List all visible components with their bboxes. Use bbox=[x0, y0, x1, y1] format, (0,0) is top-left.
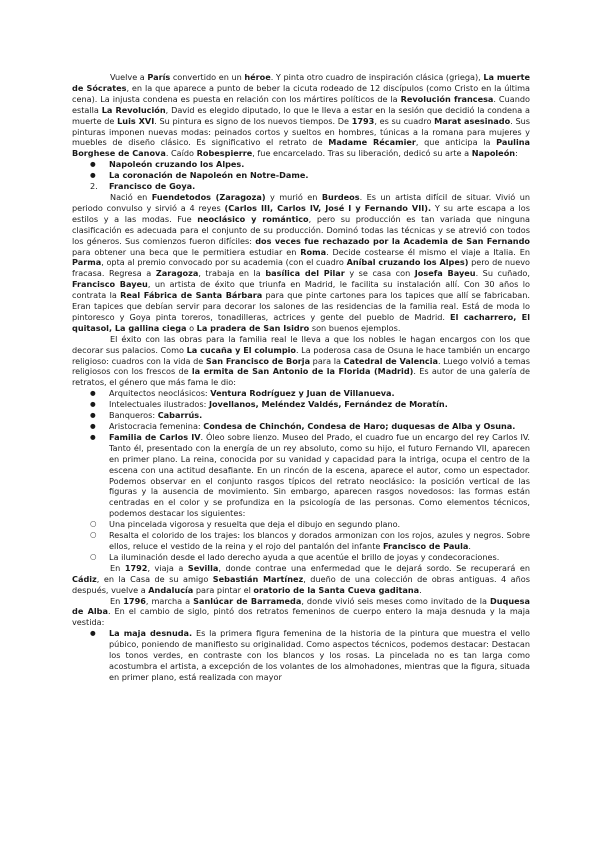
text-run: , que anticipa la bbox=[415, 137, 497, 148]
text-run: convertido en un bbox=[170, 72, 245, 82]
text-run: Nació en bbox=[110, 191, 152, 202]
text-run: . Cuando estalla bbox=[72, 93, 530, 115]
bold-run: Sebastián Martínez bbox=[212, 573, 304, 584]
section-number: 2. bbox=[90, 181, 98, 192]
text-run: Resalta el colorido de los trajes: los blancos y dorados armonizan con los rojos, azules y negros. Sobre ellos, reluce el vestido de la reina y el rojo del pantalón del infante bbox=[109, 530, 530, 551]
text-run: . Su pintura es signo de los nuevos tiempos. De bbox=[154, 115, 352, 126]
bold-run: Madame Récamier bbox=[328, 137, 416, 148]
bold-run: La Revolución bbox=[101, 104, 166, 115]
text-run: . La poderosa casa de Osuna le hace también un encargo religioso: cuadros con la vida de bbox=[72, 344, 530, 366]
text-run: . Y pinta otro cuadro de inspiración clásica (griega), bbox=[270, 72, 484, 82]
section-heading-goya bbox=[72, 181, 530, 192]
bold-run: 1796 bbox=[123, 595, 146, 606]
bold-run: Napoleón bbox=[471, 148, 516, 159]
bold-run: Cádiz bbox=[72, 573, 97, 584]
text-run: En bbox=[110, 562, 125, 573]
text-run: para pintar el bbox=[193, 584, 254, 595]
bold-run: Cabarrús. bbox=[157, 410, 203, 421]
bold-run: oratorio de la Santa Cueva gaditana bbox=[253, 584, 420, 595]
text-run: pero de nuevo fracasa. Regresa a bbox=[72, 257, 530, 279]
bold-run: neoclásico y romántico bbox=[197, 213, 309, 224]
bold-run: Jovellanos, Meléndez Valdés, Fernández de Moratín. bbox=[208, 399, 448, 410]
section-title: Francisco de Goya. bbox=[109, 181, 196, 192]
text-run: Vuelve a bbox=[110, 72, 148, 82]
text-run: , en la que aparece a punto de beber la cicuta rodeado de 12 discípulos (como Cristo en la última cena). La injusta condena es puesta en relación con los mártires políticos de la bbox=[72, 82, 530, 104]
bold-run: La cucaña y El columpio bbox=[186, 344, 297, 355]
bold-run: La maja desnuda. bbox=[109, 628, 193, 639]
list-item bbox=[72, 421, 530, 432]
bold-run: Josefa Bayeu bbox=[414, 268, 476, 279]
text-run: . Es un artista difícil de situar. Vivió un periodo convulso y sirvió a 4 reyes bbox=[72, 191, 530, 213]
text-run: . Sus pinturas imponen nuevas modas: peinados cortos y sueltos en hombres, túnicas a la romana para mujeres y muebles de diseño clásico. Es significativo el retrato de bbox=[72, 115, 530, 148]
bold-run: 1792 bbox=[124, 562, 148, 573]
text-run: , donde vivió seis meses como invitado de la bbox=[301, 595, 491, 606]
bold-run: La muerte de Sócrates bbox=[72, 72, 530, 93]
majas-list bbox=[72, 628, 530, 683]
text-run: . Óleo sobre lienzo. Museo del Prado, el cuadro fue un encargo del rey Carlos IV. Tanto él, presentado con la energía de un rey absoluto, como su hijo, el futuro Fernando VII, aparecen en primer plano. La reina, conocida por su vanidad y capacidad para la intriga, ocupa el centro de la escena con una actitud desafiante. En un rincón de la escena, aparece el autor, como un espectador. Podemos observar en el conjunto rasgos típicos del retrato neoclásico: la posición vertical de las figuras y la ausencia de movimiento. Sin embargo, aparecen rasgos novedosos: las formas están centradas en el color y se profundiza en la psicología de las personas. Como elementos técnicos, podemos destacar los siguientes: bbox=[109, 431, 530, 519]
text-run: . Caído bbox=[165, 148, 197, 159]
bold-run: Fuendetodos (Zaragoza) bbox=[151, 191, 266, 202]
text-run: Y su arte escapa a los estilos y a las modas. Fue bbox=[72, 202, 530, 224]
list-item bbox=[72, 399, 530, 410]
bold-run: Napoleón cruzando los Alpes. bbox=[109, 159, 245, 170]
bold-run: Revolución francesa bbox=[400, 93, 494, 104]
text-run: Arquitectos neoclásicos: bbox=[109, 388, 211, 399]
text-run: Aristocracia femenina: bbox=[109, 421, 204, 431]
bold-run: Francisco de Paula bbox=[382, 540, 469, 551]
bold-run: Burdeos bbox=[321, 191, 360, 202]
bold-run: Paulina Borghese de Canova bbox=[72, 137, 530, 159]
text-run: . bbox=[419, 584, 422, 595]
text-run: , un artista de éxito que triunfa en Madrid, le facilita su instalación allí. Con 30 años lo contrata la bbox=[72, 279, 530, 301]
text-run: para que pinte cartones para los tapices que allí se fabricaban. Eran tapices que debían servir para decorar los salones de las residencias de la familia real. Está de moda lo pintoresco y Goya pinta toreros, tonadilleras, actrices y gente del pueblo de Madrid. bbox=[72, 290, 530, 322]
text-run: . bbox=[468, 540, 471, 551]
bold-run: Catedral de Valencia bbox=[343, 355, 438, 366]
technical-elements-list bbox=[72, 519, 530, 563]
list-item bbox=[72, 388, 530, 399]
bold-run: Familia de Carlos IV bbox=[109, 431, 201, 442]
paragraph-goya-1796 bbox=[72, 596, 530, 629]
paragraph-goya-1792 bbox=[72, 563, 530, 596]
bold-run: La pradera de San Isidro bbox=[196, 322, 310, 333]
bold-run: Duquesa de Alba bbox=[72, 595, 530, 617]
list-item bbox=[72, 159, 530, 170]
bold-run: Sanlúcar de Barrameda bbox=[193, 595, 302, 606]
text-run: , en la Casa de su amigo bbox=[96, 573, 213, 584]
text-run: , viaja a bbox=[147, 562, 188, 573]
text-run: En bbox=[110, 595, 124, 606]
napoleon-works-list bbox=[72, 159, 530, 181]
portraits-list bbox=[72, 388, 530, 519]
text-run: Intelectuales ilustrados: bbox=[109, 399, 209, 410]
bold-run: Real Fábrica de Santa Bárbara bbox=[120, 290, 263, 301]
text-run: y murió en bbox=[265, 191, 322, 202]
text-run: , dueño de una colección de obras antiguas. 4 años después, vuelve a bbox=[72, 573, 531, 595]
bold-run: París bbox=[147, 72, 171, 82]
paragraph-goya-biography bbox=[72, 192, 530, 334]
bold-run: El cacharrero, El quitasol, La gallina ciega bbox=[72, 311, 530, 333]
text-run: o bbox=[186, 322, 197, 333]
bold-run: Condesa de Chinchón, Condesa de Haro; duquesas de Alba y Osuna. bbox=[203, 421, 516, 431]
paragraph-goya-commissions bbox=[72, 334, 530, 389]
text-run: , es su cuadro bbox=[374, 115, 435, 126]
text-run: . Su cuñado, bbox=[475, 268, 530, 279]
text-run: , trabaja en la bbox=[198, 268, 266, 279]
text-run: . Decide costearse él mismo el viaje a Italia. En bbox=[326, 246, 531, 257]
text-run: , pero su producción es tan variada que ninguna clasificación es adecuada para el conjunto de su producción. Dominó todas las técnicas y se atrevió con todos los géneros. Sus comienzos fueron difíciles: bbox=[72, 213, 531, 246]
bold-run: basílica del Pilar bbox=[265, 268, 345, 279]
bold-run: la ermita de San Antonio de la Florida (Madrid) bbox=[191, 366, 414, 377]
bold-run: héroe bbox=[244, 72, 271, 82]
list-item bbox=[72, 170, 530, 181]
list-item bbox=[72, 530, 530, 552]
bold-run: Andalucía bbox=[148, 584, 194, 595]
bold-run: 1793 bbox=[351, 115, 375, 126]
bold-run: Ventura Rodríguez y Juan de Villanueva. bbox=[210, 388, 395, 399]
text-run: La iluminación desde el lado derecho ayuda a que acentúe el brillo de joyas y condecoraciones. bbox=[109, 551, 500, 562]
bold-run: Sevilla bbox=[187, 562, 219, 573]
list-item bbox=[72, 552, 530, 563]
bold-run: Francisco Bayeu bbox=[72, 279, 148, 290]
text-run: Banqueros: bbox=[109, 410, 158, 421]
list-item bbox=[72, 519, 530, 530]
text-run: Es la primera figura femenina de la historia de la pintura que muestra el vello púbico, poniendo de manifiesto su originalidad. Como aspectos técnicos, podemos destacar: Destacan los tonos verdes, en contraste con los blancos y los rosas. La pincelada no es tan larga como acostumbra el artista, a excepción de los volantes de los almohadones, mientras que la figura, situada en primer plano, está realizada con mayor bbox=[109, 628, 531, 682]
bold-run: Marat asesinado bbox=[434, 115, 511, 126]
bold-run: San Francisco de Borja bbox=[205, 355, 311, 366]
text-run: , David es elegido diputado, lo que le lleva a estar en la sesión que decidió la condena a muerte de bbox=[72, 104, 530, 126]
text-run: . Es autor de una galería de retratos, el género que más fama le dio: bbox=[72, 366, 530, 388]
text-run: , opta al premio convocado por su academia (con el cuadro bbox=[101, 257, 347, 268]
text-run: : bbox=[515, 148, 518, 159]
text-run: para obtener una beca que le permitiera estudiar en bbox=[72, 246, 301, 257]
bold-run: La coronación de Napoleón en Notre-Dame. bbox=[109, 170, 309, 181]
text-run: son buenos ejemplos. bbox=[309, 322, 401, 333]
bold-run: (Carlos III, Carlos IV, José I y Fernando VII). bbox=[224, 202, 432, 213]
text-run: para la bbox=[310, 355, 344, 366]
paragraph-david-paris bbox=[72, 72, 530, 159]
list-item bbox=[72, 628, 530, 683]
text-run: Una pincelada vigorosa y resuelta que deja el dibujo en segundo plano. bbox=[109, 519, 401, 530]
text-run: , fue encarcelado. Tras su liberación, dedicó su arte a bbox=[252, 148, 472, 159]
text-run: y se casa con bbox=[344, 268, 415, 279]
list-item bbox=[72, 432, 530, 519]
bold-run: dos veces fue rechazado por la Academia de San Fernando bbox=[255, 235, 530, 246]
bold-run: Aníbal cruzando los Alpes) bbox=[346, 257, 469, 268]
bold-run: Luis XVI bbox=[117, 115, 155, 126]
text-run: , donde contrae una enfermedad que le dejará sordo. Se recuperará en bbox=[218, 562, 530, 573]
text-run: . Luego volvió a temas religiosos con los frescos de bbox=[72, 355, 530, 377]
text-run: , marcha a bbox=[145, 595, 194, 606]
text-run: . En el cambio de siglo, pintó dos retratos femeninos de cuerpo entero la maja desnuda y la maja vestida: bbox=[72, 606, 530, 628]
bold-run: Zaragoza bbox=[155, 268, 199, 279]
text-run: El éxito con las obras para la familia real le lleva a que los nobles le hagan encargos con los que decorar sus palacios. Como bbox=[72, 333, 530, 355]
bold-run: Robespierre bbox=[196, 148, 253, 159]
bold-run: Roma bbox=[300, 246, 327, 257]
list-item bbox=[72, 410, 530, 421]
bold-run: Parma bbox=[72, 257, 102, 268]
